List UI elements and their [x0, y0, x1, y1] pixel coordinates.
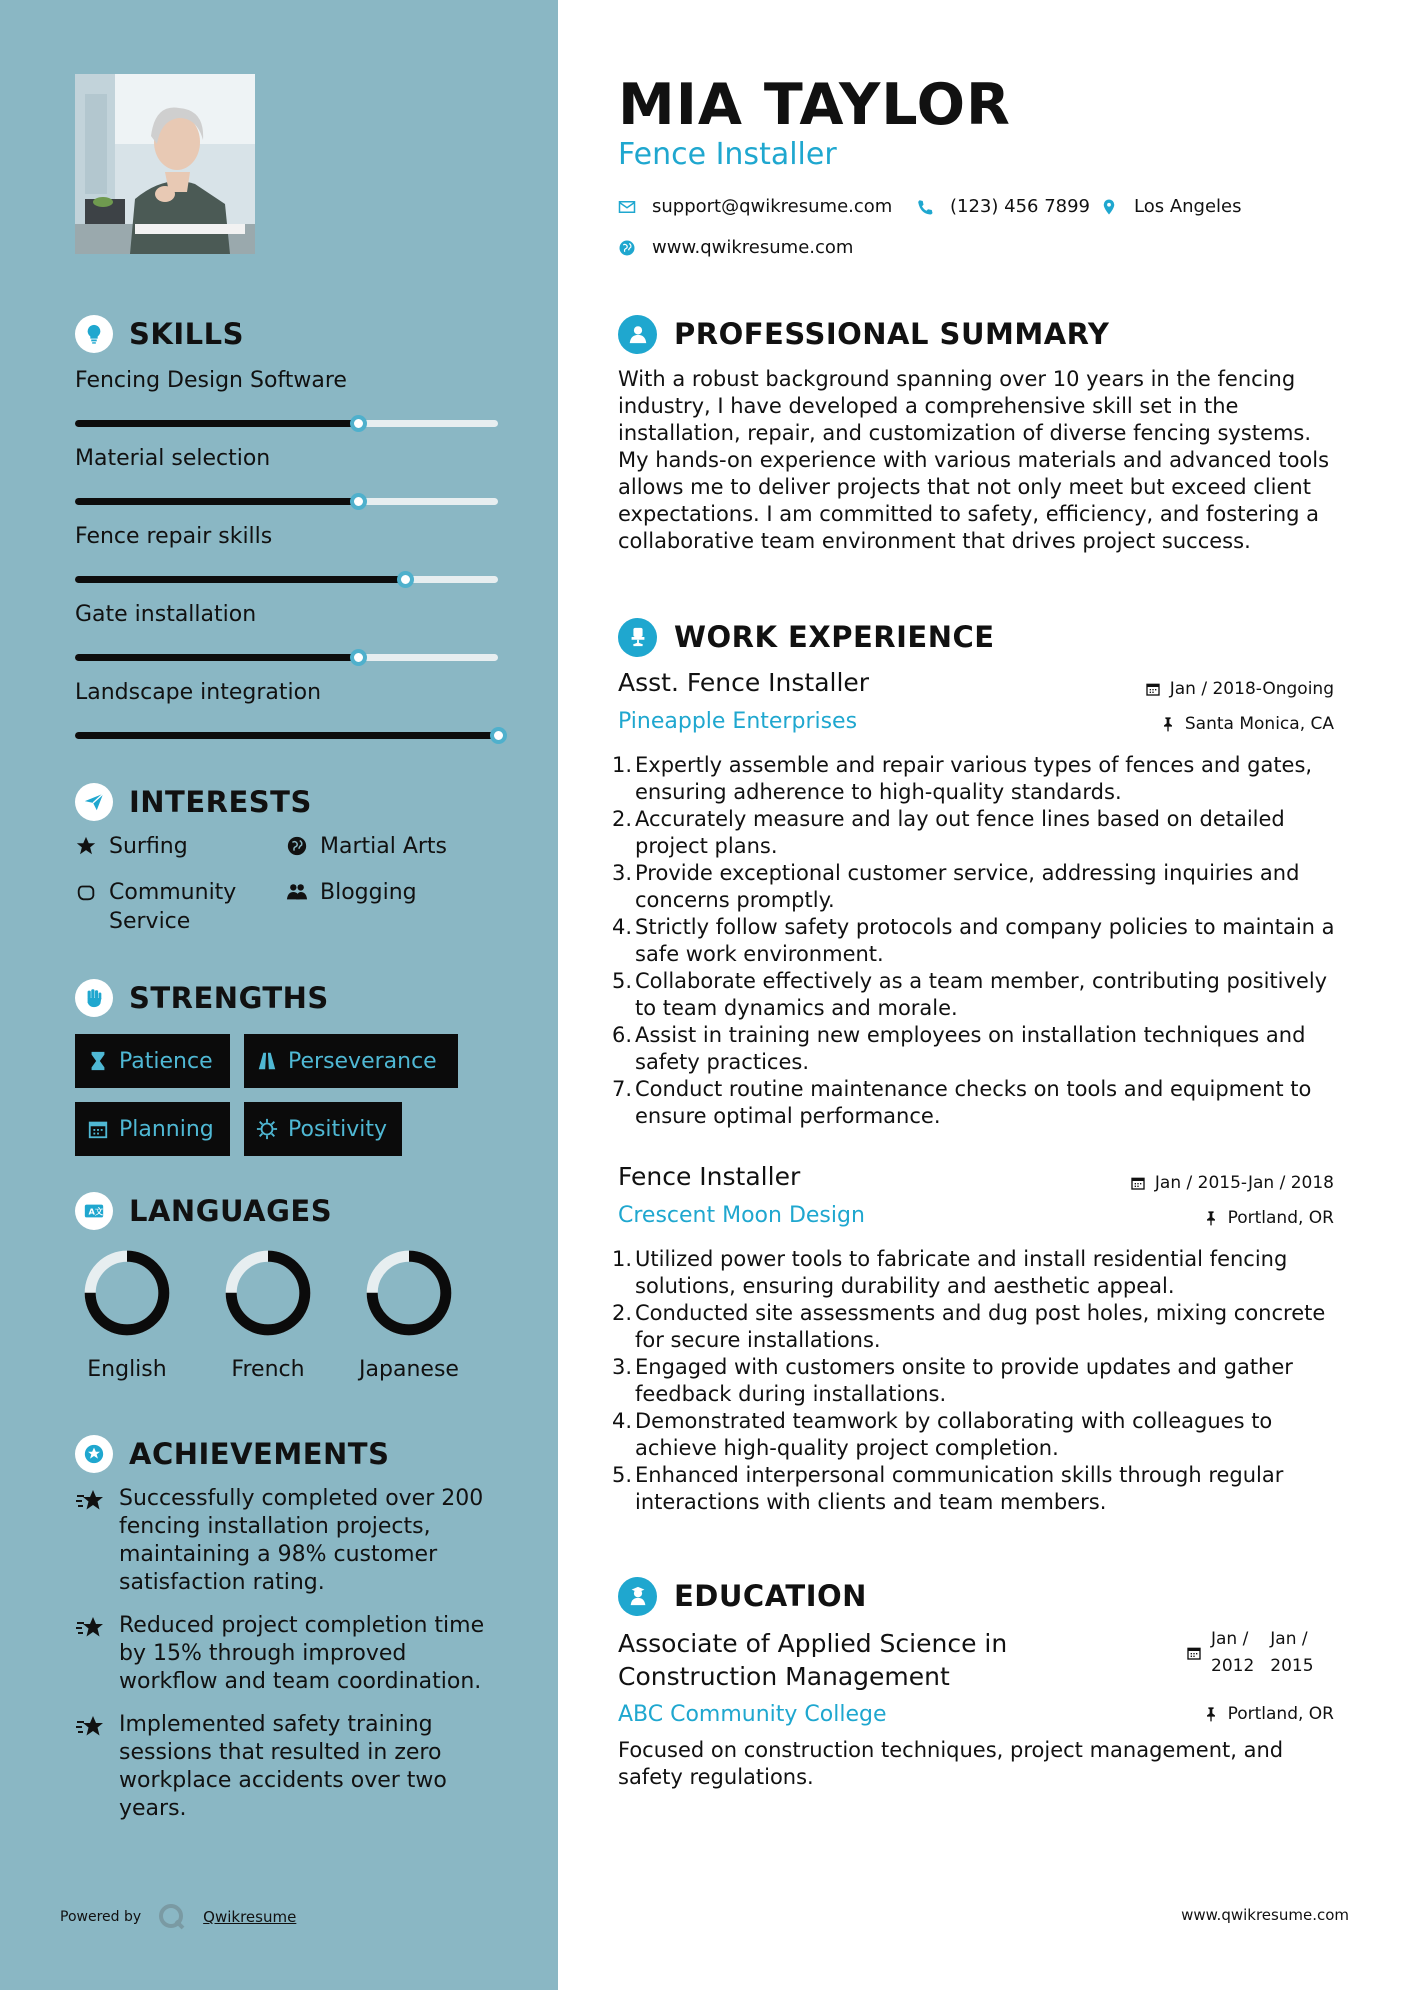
- interest-item: [75, 878, 265, 936]
- strength-label: Perseverance: [288, 1048, 437, 1074]
- calendar-icon: [1145, 681, 1161, 697]
- strength-label: Planning: [119, 1116, 214, 1142]
- job-location: [1203, 1208, 1334, 1228]
- interest-item: [286, 832, 447, 861]
- list-item: 1. Utilized power tools to fabricate and install residential fencing solutions, ensuring durability and aesthetic appeal.: [612, 1246, 1342, 1300]
- fist-icon: [75, 979, 113, 1017]
- skill-bar-fill: [75, 420, 358, 427]
- skill-bar: [75, 498, 498, 505]
- skill-name: Fencing Design Software: [75, 368, 347, 393]
- job-dates: [1145, 679, 1334, 699]
- envelope-icon: [618, 198, 636, 216]
- phone-text: (123) 456 7899: [950, 196, 1091, 217]
- job-location-text: Portland, OR: [1227, 1208, 1334, 1228]
- interests-heading: [75, 782, 312, 822]
- job-role: Asst. Fence Installer: [618, 668, 870, 697]
- education-heading: [618, 1576, 867, 1616]
- svg-text:A: A: [88, 1206, 95, 1217]
- profile-photo: [75, 74, 255, 254]
- achievement-item: [75, 1711, 505, 1823]
- degree-line: Associate of Applied Science in: [618, 1629, 1008, 1658]
- job-bullets: [612, 1246, 1342, 1516]
- education-start: [1211, 1626, 1254, 1680]
- job-role: Fence Installer: [618, 1162, 801, 1191]
- education-end: [1270, 1626, 1313, 1680]
- skill-bar: [75, 420, 498, 427]
- lightbulb-icon: [75, 315, 113, 353]
- candidate-title: Fence Installer: [618, 137, 837, 172]
- sun-icon: [256, 1118, 278, 1140]
- strength-chip: [75, 1034, 230, 1088]
- job-dates-text: Jan / 2015-Jan / 2018: [1154, 1173, 1334, 1193]
- bullet-text: Expertly assemble and repair various types of fences and gates, ensuring adherence to high-quality standards.: [635, 753, 1313, 804]
- list-item: 4. Strictly follow safety protocols and company policies to maintain a safe work environment.: [612, 914, 1342, 968]
- summary-heading: [618, 314, 1109, 354]
- star-burst-icon: [75, 1488, 107, 1516]
- interest-label: Blogging: [320, 880, 417, 905]
- job-company: Pineapple Enterprises: [618, 709, 858, 734]
- strength-label: Patience: [119, 1048, 213, 1074]
- skill-bar: [75, 732, 498, 739]
- skill-bar-knob: [397, 571, 414, 588]
- powered-by: [60, 1902, 296, 1932]
- list-item: 2. Conducted site assessments and dug post holes, mixing concrete for secure installations.: [612, 1300, 1342, 1354]
- sidebar: [0, 0, 558, 1990]
- bullet-text: Conduct routine maintenance checks on tools and equipment to ensure optimal performance.: [635, 1077, 1312, 1128]
- language-ring: [363, 1247, 455, 1339]
- star-burst-icon: [75, 1615, 107, 1643]
- list-item: 5. Enhanced interpersonal communication skills through regular interactions with clients and team members.: [612, 1462, 1342, 1516]
- hand-icon: [75, 881, 97, 903]
- hourglass-icon: [87, 1050, 109, 1072]
- skill-name: Landscape integration: [75, 680, 322, 705]
- achievement-text: Successfully completed over 200 fencing installation projects, maintaining a 98% customer satisfaction rating.: [119, 1486, 484, 1595]
- language-ring: [81, 1247, 173, 1339]
- interest-label: Surfing: [109, 834, 188, 859]
- interest-label: Martial Arts: [320, 834, 448, 859]
- office-chair-icon: [618, 618, 657, 657]
- job-location: [1160, 714, 1334, 734]
- education-start-year: 2012: [1211, 1656, 1255, 1676]
- contact-location: [1100, 196, 1242, 217]
- achievements-title: ACHIEVEMENTS: [129, 1437, 390, 1471]
- skill-item: [75, 600, 500, 630]
- graduate-icon: [618, 1577, 657, 1616]
- skill-bar-knob: [490, 727, 507, 744]
- interest-item: [75, 832, 188, 861]
- powered-by-label: Powered by: [60, 1909, 142, 1925]
- skills-title: SKILLS: [129, 317, 244, 351]
- education-end-month: Jan /: [1270, 1629, 1308, 1649]
- bullet-text: Assist in training new employees on installation techniques and safety practices.: [635, 1023, 1306, 1074]
- education-location: [1203, 1704, 1334, 1724]
- users-icon: [286, 881, 308, 903]
- languages-heading: [75, 1191, 332, 1231]
- language-name: French: [231, 1357, 305, 1382]
- pushpin-icon: [1203, 1706, 1219, 1722]
- achievement-text: Reduced project completion time by 15% through improved workflow and team coordination.: [119, 1613, 485, 1694]
- pushpin-icon: [1203, 1210, 1219, 1226]
- contact-website[interactable]: [618, 237, 853, 258]
- skill-item: [75, 522, 500, 552]
- badge-star-icon: [75, 1435, 113, 1473]
- skill-name: Fence repair skills: [75, 524, 273, 549]
- skill-bar-fill: [75, 732, 498, 739]
- strengths-heading: [75, 978, 329, 1018]
- footer-website[interactable]: www.qwikresume.com: [1181, 1906, 1349, 1924]
- language-item: [62, 1247, 192, 1382]
- degree-line: Construction Management: [618, 1662, 950, 1691]
- skill-bar: [75, 654, 498, 661]
- strength-chip: [244, 1034, 458, 1088]
- bullet-text: Engaged with customers onsite to provide updates and gather feedback during installations.: [635, 1355, 1293, 1406]
- list-item: 1. Expertly assemble and repair various types of fences and gates, ensuring adherence to high-quality standards.: [612, 752, 1342, 806]
- strength-chip: [75, 1102, 230, 1156]
- website-text: www.qwikresume.com: [652, 237, 854, 258]
- bullet-text: Conducted site assessments and dug post holes, mixing concrete for secure installations.: [635, 1301, 1326, 1352]
- bullet-text: Strictly follow safety protocols and company policies to maintain a safe work environment.: [635, 915, 1335, 966]
- calendar-icon: [1130, 1175, 1146, 1191]
- contact-email[interactable]: [618, 196, 892, 217]
- education-title: EDUCATION: [674, 1579, 867, 1613]
- bullet-text: Utilized power tools to fabricate and install residential fencing solutions, ensuring durability and aesthetic appeal.: [635, 1247, 1288, 1298]
- experience-title: WORK EXPERIENCE: [674, 620, 995, 654]
- job-dates-text: Jan / 2018-Ongoing: [1169, 679, 1334, 699]
- interests-title: INTERESTS: [129, 785, 312, 819]
- qwikresume-logo-icon: [157, 1902, 187, 1932]
- education-degree: [618, 1627, 1007, 1693]
- bullet-text: Enhanced interpersonal communication skills through regular interactions with clients and team members.: [635, 1463, 1284, 1514]
- language-item: [344, 1247, 474, 1382]
- education-school: ABC Community College: [618, 1702, 887, 1727]
- achievement-text: Implemented safety training sessions that resulted in zero workplace accidents over two years.: [119, 1712, 447, 1821]
- skill-item: [75, 444, 500, 474]
- skill-bar-knob: [350, 649, 367, 666]
- education-start-month: Jan /: [1211, 1629, 1249, 1649]
- globe-icon: [618, 239, 636, 257]
- skill-item: [75, 366, 500, 396]
- list-item: 2. Accurately measure and lay out fence lines based on detailed project plans.: [612, 806, 1342, 860]
- language-name: Japanese: [359, 1357, 459, 1382]
- bullet-text: Accurately measure and lay out fence lines based on detailed project plans.: [635, 807, 1285, 858]
- language-icon: [75, 1192, 113, 1230]
- strength-label: Positivity: [288, 1116, 388, 1142]
- calendar-icon: [1186, 1645, 1202, 1661]
- experience-heading: [618, 617, 995, 657]
- achievement-item: [75, 1612, 505, 1696]
- job-dates: [1130, 1173, 1334, 1193]
- summary-title: PROFESSIONAL SUMMARY: [674, 317, 1110, 351]
- star-burst-icon: [75, 1714, 107, 1742]
- education-location-text: Portland, OR: [1227, 1704, 1334, 1724]
- brand-link[interactable]: Qwikresume: [203, 1908, 297, 1926]
- bullet-text: Provide exceptional customer service, addressing inquiries and concerns promptly.: [635, 861, 1300, 912]
- skills-heading: [75, 314, 244, 354]
- road-icon: [256, 1050, 278, 1072]
- list-item: 3. Engaged with customers onsite to provide updates and gather feedback during installations.: [612, 1354, 1342, 1408]
- pushpin-icon: [1160, 716, 1176, 732]
- education-description: Focused on construction techniques, project management, and safety regulations.: [618, 1738, 1284, 1789]
- skill-bar-knob: [350, 493, 367, 510]
- list-item: 5. Collaborate effectively as a team member, contributing positively to team dynamics and morale.: [612, 968, 1342, 1022]
- bullet-text: Demonstrated teamwork by collaborating with colleagues to achieve high-quality project completion.: [635, 1409, 1273, 1460]
- education-dates: [1186, 1626, 1314, 1680]
- phone-icon: [916, 198, 934, 216]
- location-text: Los Angeles: [1134, 196, 1242, 217]
- skill-name: Material selection: [75, 446, 271, 471]
- interest-label: Community Service: [109, 880, 237, 934]
- calendar-icon: [87, 1118, 109, 1140]
- job-bullets: [612, 752, 1342, 1130]
- job-location-text: Santa Monica, CA: [1184, 714, 1334, 734]
- list-item: 7. Conduct routine maintenance checks on tools and equipment to ensure optimal performance.: [612, 1076, 1342, 1130]
- language-ring: [222, 1247, 314, 1339]
- skill-item: [75, 678, 500, 708]
- email-text: support@qwikresume.com: [652, 196, 893, 217]
- education-end-year: 2015: [1270, 1656, 1314, 1676]
- achievement-item: [75, 1485, 505, 1597]
- candidate-name: MIA TAYLOR: [618, 72, 1011, 138]
- achievements-heading: [75, 1434, 389, 1474]
- skill-bar-fill: [75, 576, 405, 583]
- skill-bar-fill: [75, 498, 358, 505]
- language-name: English: [87, 1357, 167, 1382]
- job-company: Crescent Moon Design: [618, 1203, 865, 1228]
- bullet-text: Collaborate effectively as a team member, contributing positively to team dynamics and morale.: [635, 969, 1328, 1020]
- strengths-title: STRENGTHS: [129, 981, 329, 1015]
- list-item: 6. Assist in training new employees on installation techniques and safety practices.: [612, 1022, 1342, 1076]
- skill-bar: [75, 576, 498, 583]
- skill-bar-fill: [75, 654, 358, 661]
- list-item: 4. Demonstrated teamwork by collaborating with colleagues to achieve high-quality project completion.: [612, 1408, 1342, 1462]
- contact-phone[interactable]: [916, 196, 1090, 217]
- skill-name: Gate installation: [75, 602, 257, 627]
- list-item: 3. Provide exceptional customer service, addressing inquiries and concerns promptly.: [612, 860, 1342, 914]
- language-item: [203, 1247, 333, 1382]
- languages-title: LANGUAGES: [129, 1194, 333, 1228]
- paper-plane-icon: [75, 783, 113, 821]
- star-icon: [75, 835, 97, 857]
- globe-icon: [286, 835, 308, 857]
- svg-text:文: 文: [94, 1206, 104, 1217]
- map-pin-icon: [1100, 198, 1118, 216]
- interest-item: [286, 878, 417, 907]
- skill-bar-knob: [350, 415, 367, 432]
- user-icon: [618, 315, 657, 354]
- summary-text: With a robust background spanning over 10 years in the fencing industry, I have developed a comprehensive skill set in the installation, repair, and customization of diverse fencing systems. My hands-on experience with various materials and advanced tools allows me to deliver projects that not only meet but exceed client expectations. I am committed to safety, efficiency, and fostering a collaborative team environment that drives project success.: [618, 367, 1330, 553]
- strength-chip: [244, 1102, 402, 1156]
